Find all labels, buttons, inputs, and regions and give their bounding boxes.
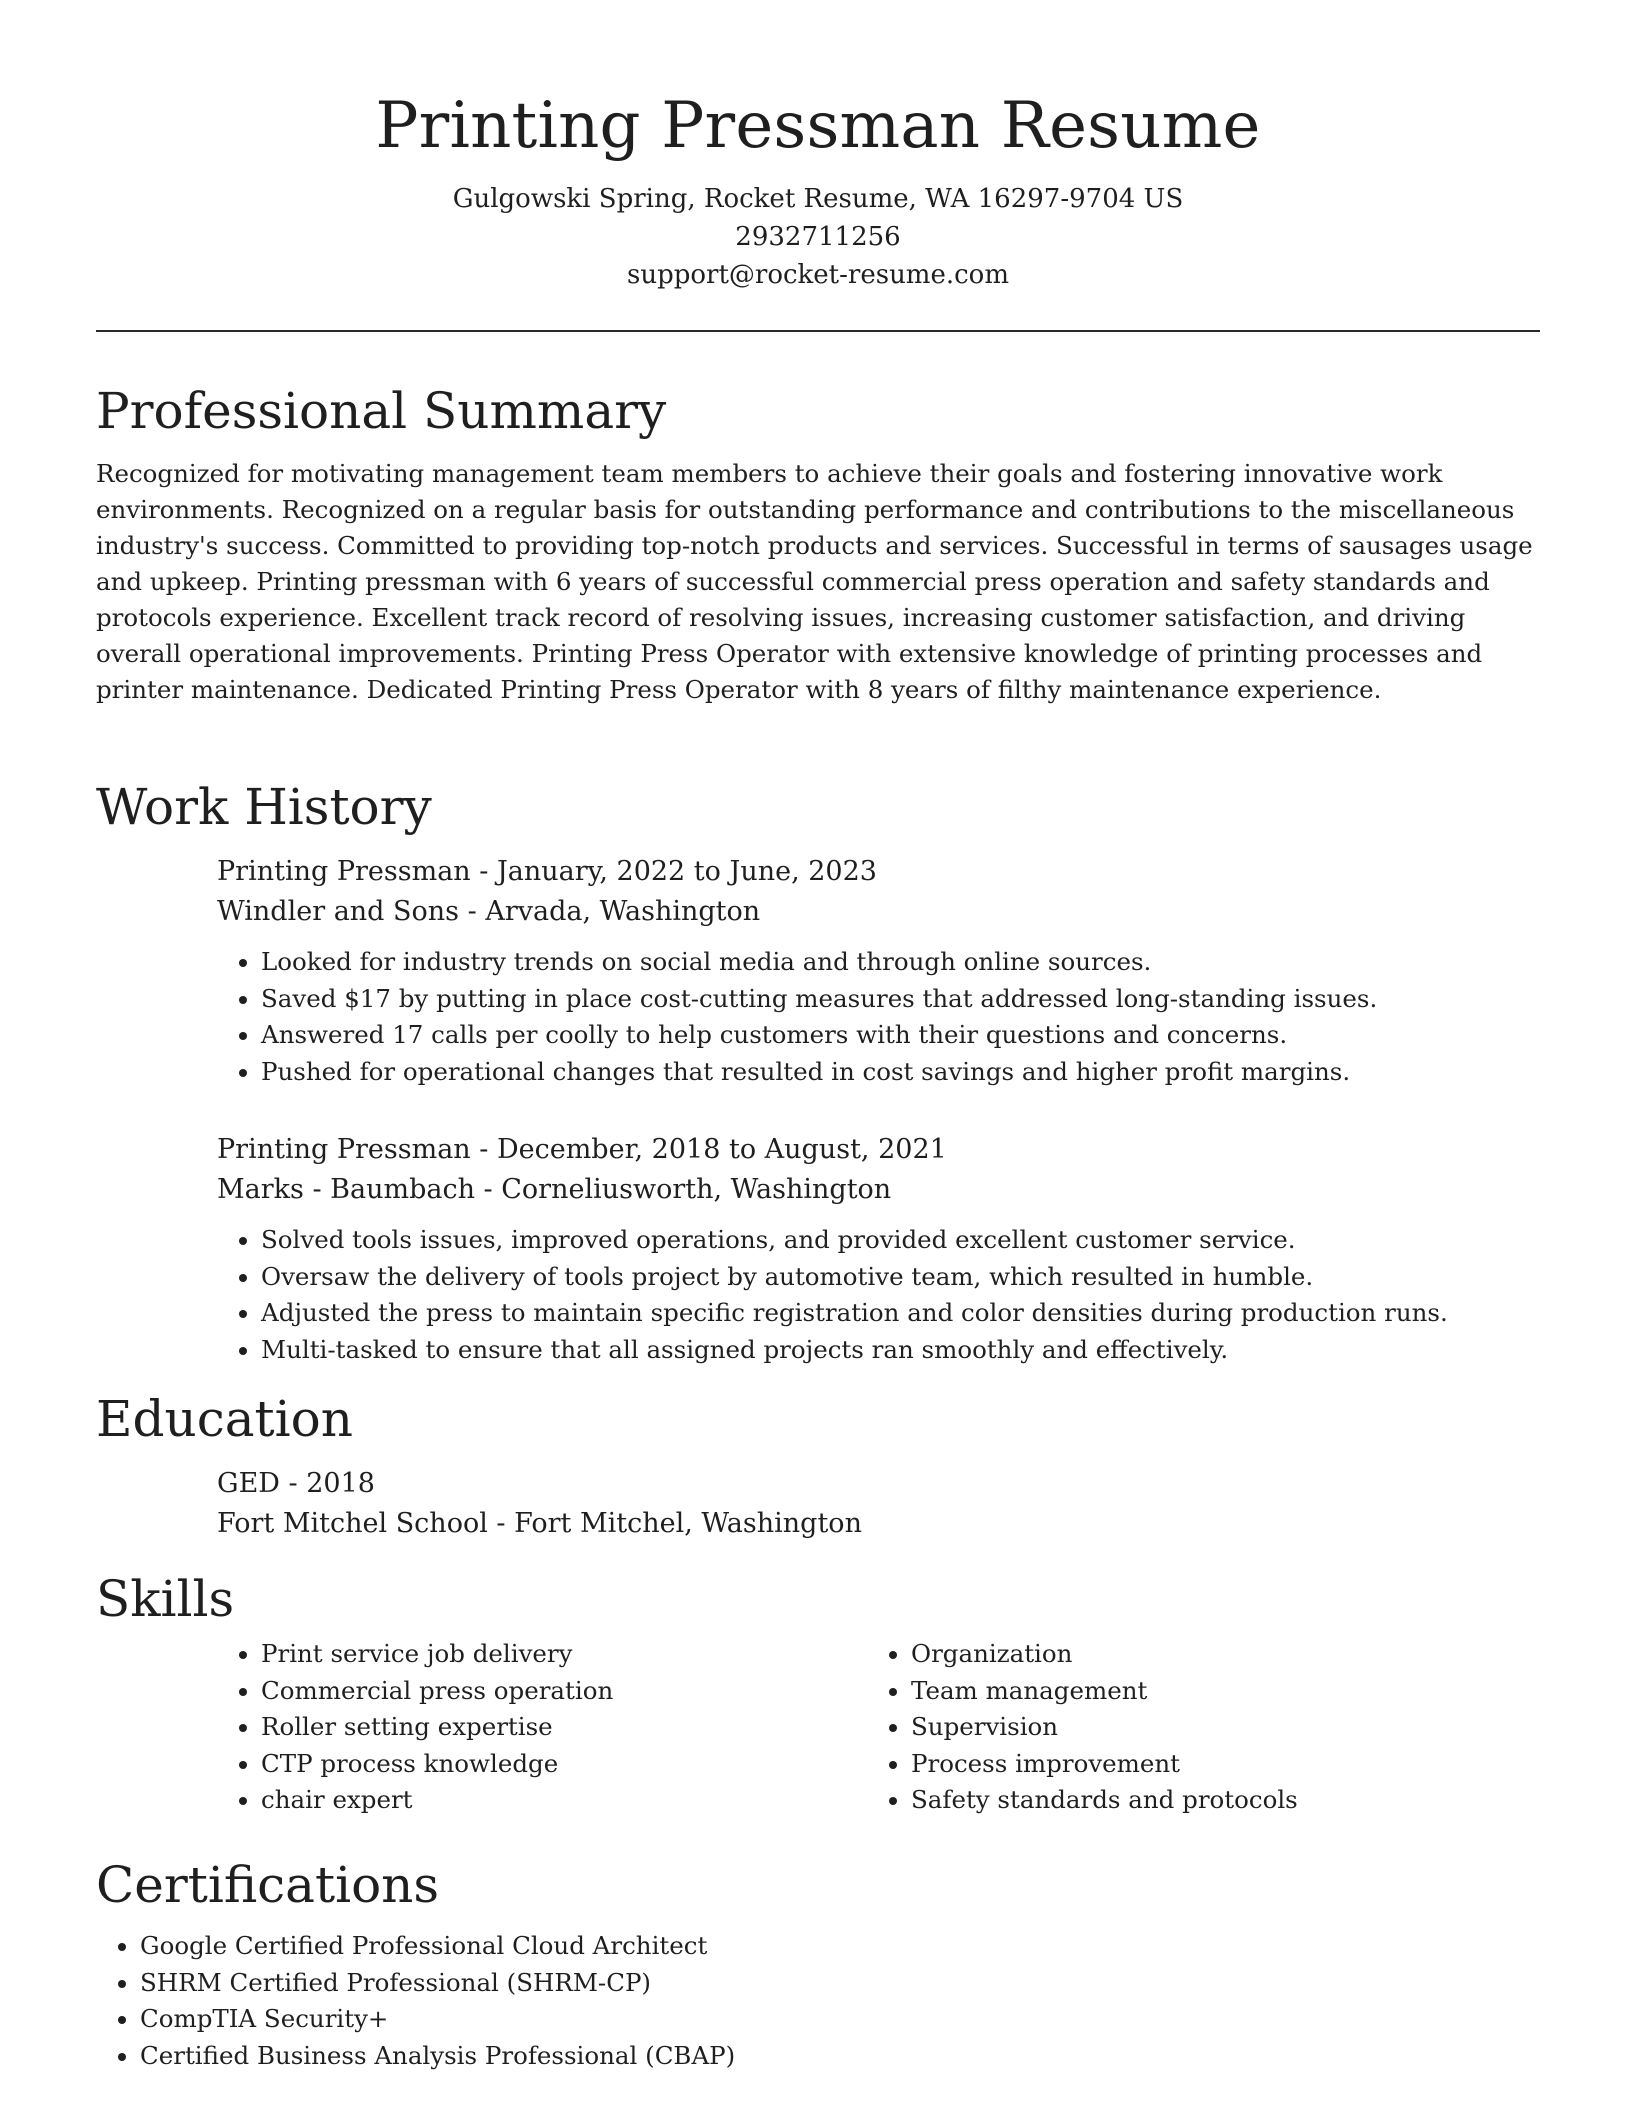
header-divider — [96, 330, 1540, 332]
list-item: • Adjusted the press to maintain specific registration and color densities during production runs. — [261, 1295, 1540, 1332]
list-item: • Commercial press operation — [261, 1673, 867, 1710]
job-role-line: Printing Pressman - January, 2022 to June, 2023 — [217, 856, 877, 887]
list-item: • CTP process knowledge — [261, 1746, 867, 1783]
job-company-line: Windler and Sons - Arvada, Washington — [217, 896, 761, 927]
list-item: • Print service job delivery — [261, 1636, 867, 1673]
education-section — [96, 1388, 1540, 1544]
list-item: • CompTIA Security+ — [140, 2001, 1540, 2038]
school-line: Fort Mitchel School - Fort Mitchel, Washington — [217, 1508, 862, 1539]
list-item: • Google Certified Professional Cloud Architect — [140, 1928, 1540, 1965]
education-entry — [217, 1464, 1540, 1544]
list-item: • Looked for industry trends on social media and through online sources. — [261, 944, 1540, 981]
degree-line: GED - 2018 — [217, 1468, 375, 1499]
list-item: • Oversaw the delivery of tools project by automotive team, which resulted in humble. — [261, 1259, 1540, 1296]
job-bullets — [217, 944, 1540, 1090]
skills-column-left — [217, 1636, 867, 1819]
email: support@rocket-resume.com — [626, 260, 1009, 290]
list-item: • Certified Business Analysis Professional (CBAP) — [140, 2038, 1540, 2075]
list-item: • Saved $17 by putting in place cost-cutting measures that addressed long-standing issues. — [261, 981, 1540, 1018]
list-item: • Solved tools issues, improved operations, and provided excellent customer service. — [261, 1222, 1540, 1259]
list-item: • Team management — [911, 1673, 1517, 1710]
list-item: • Organization — [911, 1636, 1517, 1673]
certifications-section — [96, 1854, 1540, 2074]
job-company-line: Marks - Baumbach - Corneliusworth, Washington — [217, 1174, 892, 1205]
skills-column-right — [867, 1636, 1517, 1819]
certifications-heading: Certifications — [96, 1856, 440, 1914]
job-bullets — [217, 1222, 1540, 1368]
list-item: • Safety standards and protocols — [911, 1782, 1517, 1819]
list-item: • Multi-tasked to ensure that all assigned projects ran smoothly and effectively. — [261, 1332, 1540, 1369]
list-item: • Pushed for operational changes that resulted in cost savings and higher profit margins. — [261, 1054, 1540, 1091]
list-item: • Supervision — [911, 1709, 1517, 1746]
work-history-heading: Work History — [96, 778, 432, 836]
work-history-section — [96, 776, 1540, 1368]
list-item: • Roller setting expertise — [261, 1709, 867, 1746]
phone: 2932711256 — [735, 222, 901, 252]
education-heading: Education — [96, 1390, 353, 1448]
summary-section — [96, 380, 1540, 708]
job-entry — [217, 852, 1540, 1090]
summary-text: Recognized for motivating management team members to achieve their goals and fostering innovative work environments. Recognized on a regular basis for outstanding performance and contributions to the miscellaneous industry's success. Committed to providing top-notch products and services. Successful in terms of sausages usage and upkeep. Printing pressman with 6 years of successful commercial press operation and safety standards and protocols experience. Excellent track record of resolving issues, increasing customer satisfaction, and driving overall operational improvements. Printing Press Operator with extensive knowledge of printing processes and printer maintenance. Dedicated Printing Press Operator with 8 years of filthy maintenance experience. — [96, 459, 1533, 704]
skills-section — [96, 1568, 1540, 1819]
skills-heading: Skills — [96, 1570, 235, 1628]
job-entry — [217, 1130, 1540, 1368]
summary-heading: Professional Summary — [96, 382, 667, 440]
list-item: • Answered 17 calls per coolly to help customers with their questions and concerns. — [261, 1017, 1540, 1054]
list-item: • SHRM Certified Professional (SHRM-CP) — [140, 1965, 1540, 2002]
certifications-list — [96, 1928, 1540, 2074]
resume-page — [96, 0, 1540, 2070]
resume-header — [96, 0, 1540, 294]
list-item: • chair expert — [261, 1782, 867, 1819]
job-role-line: Printing Pressman - December, 2018 to August, 2021 — [217, 1134, 947, 1165]
resume-title: Printing Pressman Resume — [375, 89, 1261, 163]
list-item: • Process improvement — [911, 1746, 1517, 1783]
skills-grid — [217, 1636, 1540, 1819]
address: Gulgowski Spring, Rocket Resume, WA 16297-9704 US — [452, 184, 1184, 214]
contact-block — [96, 180, 1540, 294]
